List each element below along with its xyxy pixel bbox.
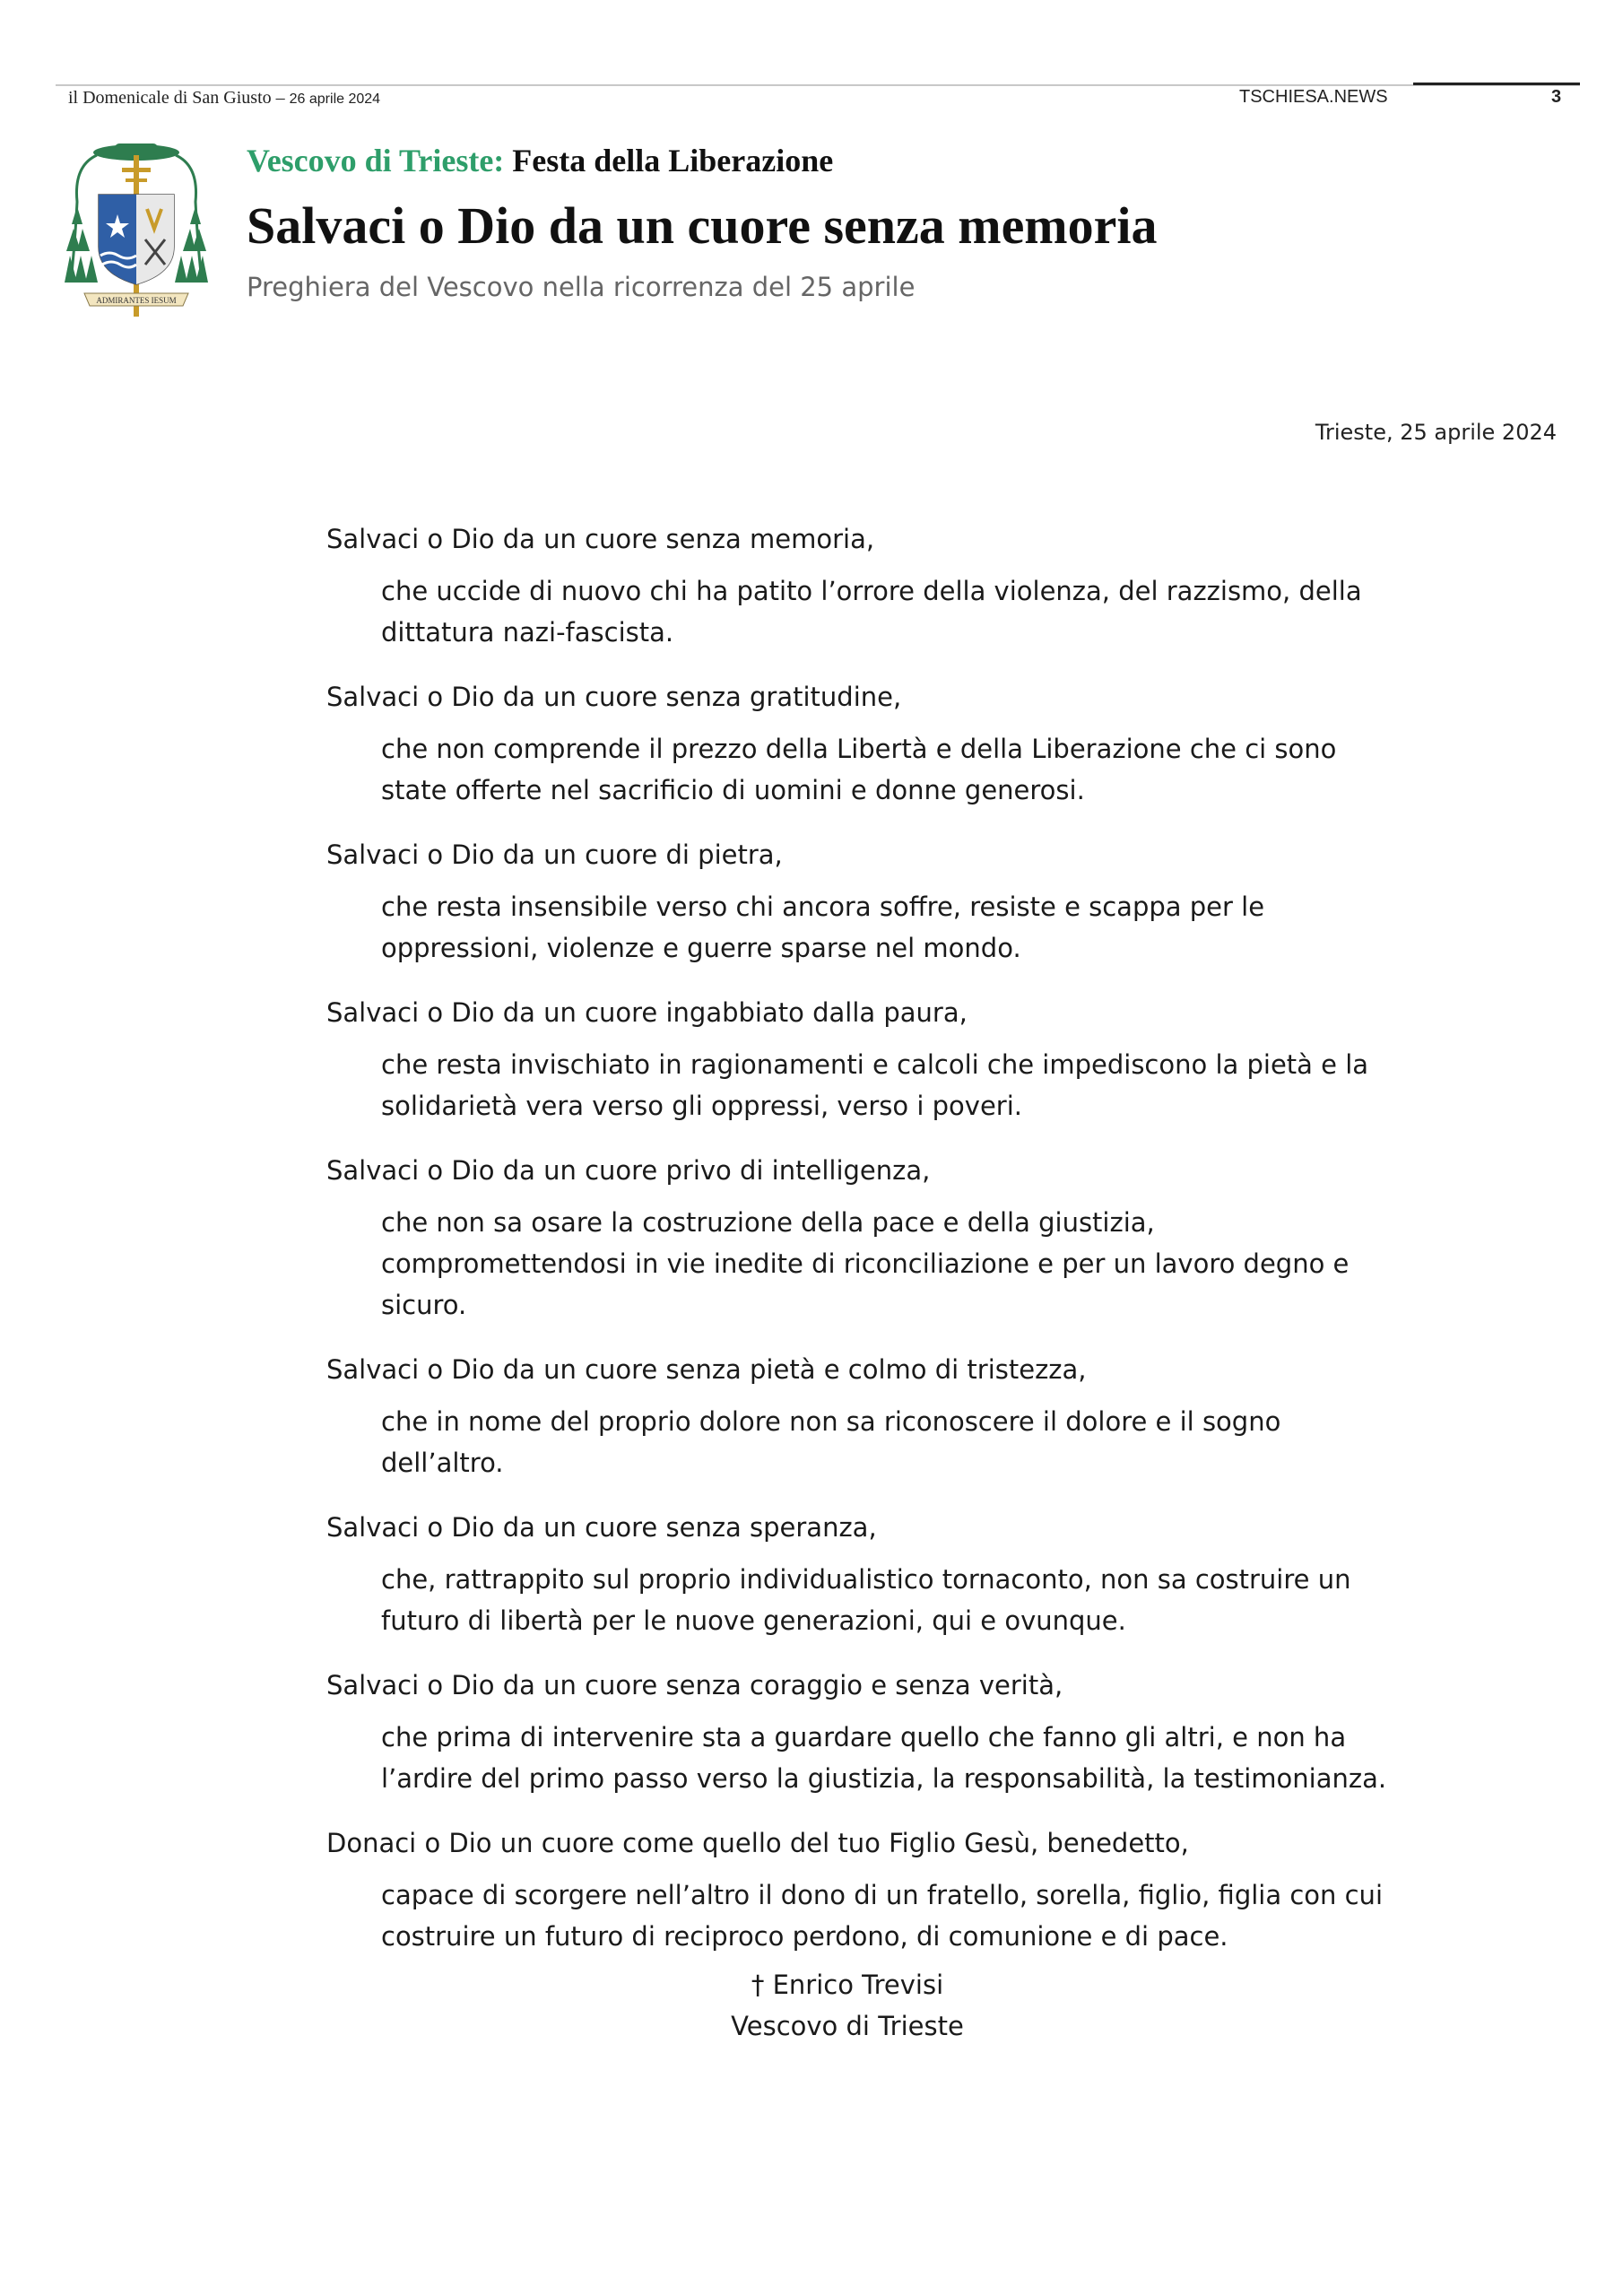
prayer-invocation: Salvaci o Dio da un cuore senza coraggio e senza verità, [326, 1670, 1063, 1700]
article-title: Salvaci o Dio da un cuore senza memoria [247, 196, 1158, 255]
prayer-text: capace di scorgere nell’altro il dono di un fratello, sorella, figlio, figlia con cui costruire un futuro di reciproco perdono, di comunione e di pace. [381, 1880, 1383, 1952]
publication-name: il Domenicale di San Giusto – [68, 88, 285, 108]
prayer-stanza [326, 834, 1402, 969]
dateline: Trieste, 25 aprile 2024 [1315, 420, 1557, 445]
header-rule [56, 84, 1580, 86]
header-rule-accent [1413, 83, 1580, 85]
crest-motto: ADMIRANTES IESUM [96, 296, 177, 305]
signature-name: † Enrico Trevisi [751, 1970, 944, 2000]
prayer-stanza [326, 992, 1402, 1126]
prayer-stanza [326, 676, 1402, 811]
prayer-body [326, 518, 1402, 1980]
kicker-label: Vescovo di Trieste: [247, 143, 505, 178]
prayer-text: che non comprende il prezzo della Libertà e della Liberazione che ci sono state offerte nel sacrificio di uomini e donne generosi. [381, 734, 1337, 805]
page-number: 3 [1551, 87, 1562, 107]
prayer-text: che uccide di nuovo chi ha patito l’orrore della violenza, del razzismo, della dittatura nazi-fascista. [381, 576, 1362, 648]
signature [0, 1964, 1623, 2047]
prayer-invocation: Salvaci o Dio da un cuore di pietra, [326, 839, 783, 870]
publication-header [68, 88, 380, 109]
prayer-stanza [326, 518, 1402, 653]
article-subtitle: Preghiera del Vescovo nella ricorrenza del 25 aprile [247, 272, 916, 302]
coat-of-arms-icon [65, 139, 208, 336]
prayer-text: che prima di intervenire sta a guardare quello che fanno gli altri, e non ha l’ardire del primo passo verso la giustizia, la responsabilità, la testimonianza. [381, 1722, 1387, 1794]
prayer-invocation: Salvaci o Dio da un cuore privo di intelligenza, [326, 1155, 931, 1186]
article-kicker [247, 142, 833, 179]
prayer-text: che in nome del proprio dolore non sa riconoscere il dolore e il sogno dell’altro. [381, 1406, 1281, 1478]
prayer-invocation: Salvaci o Dio da un cuore senza speranza, [326, 1512, 877, 1543]
prayer-invocation: Salvaci o Dio da un cuore ingabbiato dalla paura, [326, 997, 968, 1028]
prayer-stanza [326, 1507, 1402, 1641]
prayer-text: che non sa osare la costruzione della pace e della giustizia, compromettendosi in vie inedite di riconciliazione e per un lavoro degno e sicuro. [381, 1207, 1350, 1320]
prayer-invocation: Salvaci o Dio da un cuore senza memoria, [326, 524, 875, 554]
prayer-stanza [326, 1665, 1402, 1799]
prayer-stanza [326, 1822, 1402, 1957]
signature-role: Vescovo di Trieste [731, 2011, 964, 2041]
prayer-stanza [326, 1150, 1402, 1326]
prayer-text: che, rattrappito sul proprio individualistico tornaconto, non sa costruire un futuro di libertà per le nuove generazioni, qui e ovunque. [381, 1564, 1351, 1636]
site-name: TSCHIESA.NEWS [1239, 87, 1388, 107]
prayer-stanza [326, 1349, 1402, 1483]
prayer-text: che resta invischiato in ragionamenti e calcoli che impediscono la pietà e la solidarietà vera verso gli oppressi, verso i poveri. [381, 1049, 1369, 1121]
prayer-text: che resta insensibile verso chi ancora soffre, resiste e scappa per le oppressioni, violenze e guerre sparse nel mondo. [381, 891, 1265, 963]
publication-date: 26 aprile 2024 [289, 91, 381, 107]
prayer-invocation: Donaci o Dio un cuore come quello del tuo Figlio Gesù, benedetto, [326, 1828, 1189, 1858]
kicker-text: Festa della Liberazione [512, 143, 834, 178]
prayer-invocation: Salvaci o Dio da un cuore senza gratitudine, [326, 682, 902, 712]
prayer-invocation: Salvaci o Dio da un cuore senza pietà e colmo di tristezza, [326, 1354, 1087, 1385]
